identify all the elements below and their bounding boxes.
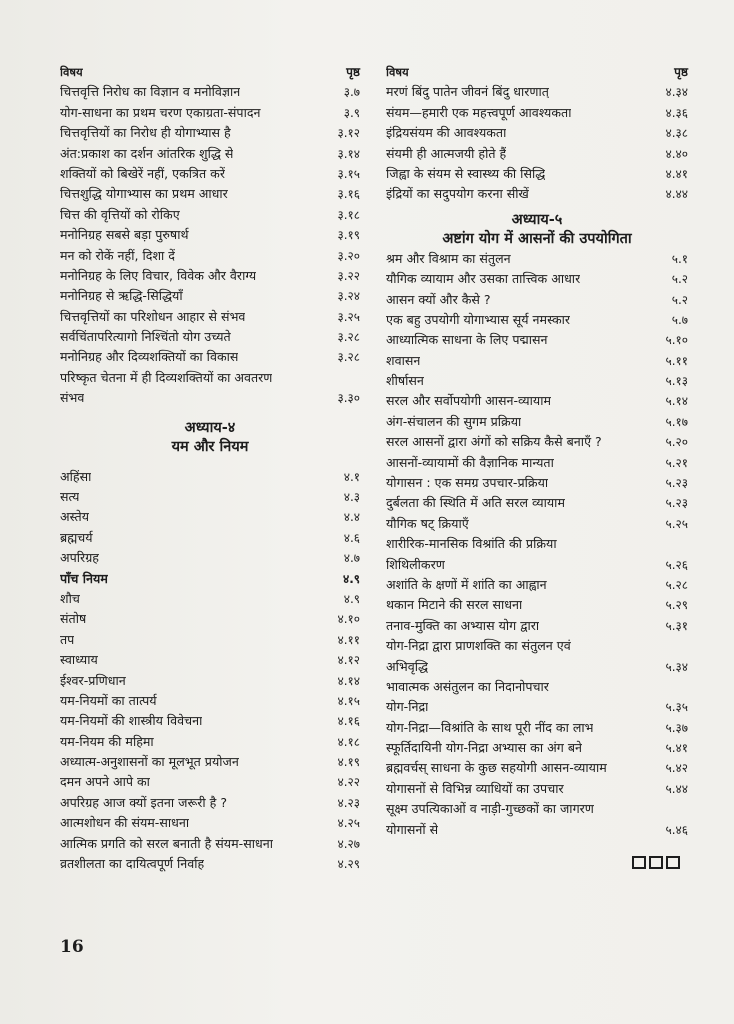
- toc-entry: [386, 412, 688, 432]
- toc-entry-title: मनोनिग्रह सबसे बड़ा पुरुषार्थ: [60, 227, 189, 243]
- toc-entry: [60, 813, 360, 833]
- toc-entry-title: मनोनिग्रह के लिए विचार, विवेक और वैराग्य: [60, 267, 257, 283]
- toc-entry-page: ४.११: [337, 632, 360, 647]
- toc-entry-page: ३.१६: [337, 187, 360, 202]
- toc-entry-title: तनाव-मुक्ति का अभ्यास योग द्वारा: [386, 617, 540, 633]
- toc-entry-page: ५.४२: [665, 761, 688, 776]
- toc-entry-page: ५.११: [665, 353, 688, 368]
- toc-entry-wrap: योग-निद्रा द्वारा प्राणशक्ति का संतुलन एवं: [386, 638, 571, 654]
- toc-list-yam: [60, 467, 360, 569]
- toc-entry-wrap: परिष्कृत चेतना में ही दिव्यशक्तियों का अवतरण: [60, 369, 273, 385]
- subject-header: विषय: [60, 64, 83, 79]
- toc-entry-title: स्फूर्तिदायिनी योग-निद्रा अभ्यास का अंग बने: [386, 740, 582, 756]
- toc-entry-wrap: सूक्ष्म उपत्यिकाओं व नाड़ी-गुच्छकों का जागरण: [386, 801, 594, 817]
- toc-entry: [60, 347, 360, 367]
- toc-entry-page: ५.२: [671, 272, 688, 287]
- toc-entry-wrap: भावात्मक असंतुलन का निदानोपचार: [386, 678, 549, 694]
- toc-entry-title: श्रम और विश्राम का संतुलन: [386, 250, 511, 266]
- toc-entry: [60, 589, 360, 609]
- toc-entry-title: मनोनिग्रह और दिव्यशक्तियों का विकास: [60, 349, 239, 365]
- toc-list-chapter4-cont: [386, 82, 688, 204]
- toc-entry-title: मनोनिग्रह से ऋद्धि-सिद्धियाँ: [60, 288, 183, 304]
- toc-entry-title: दुर्बलता की स्थिति में अति सरल व्यायाम: [386, 495, 565, 511]
- toc-entry-title: ब्रह्मचर्य: [60, 529, 93, 545]
- end-of-section-mark-icon: [632, 856, 680, 869]
- toc-entry-page: ५.४४: [665, 781, 688, 796]
- toc-entry-page: ४.१९: [337, 755, 360, 770]
- toc-entry-title: चित्तवृत्तियों का निरोध ही योगाभ्यास है: [60, 125, 231, 141]
- toc-entry: [386, 103, 688, 123]
- toc-entry-title: संयम—हमारी एक महत्त्वपूर्ण आवश्यकता: [386, 104, 572, 120]
- toc-entry-title: यम-नियमों की शास्त्रीय विवेचना: [60, 713, 203, 729]
- toc-entry-wrap-cont: योग-निद्रा ५.३५: [386, 699, 688, 715]
- toc-entry-page: ३.१२: [337, 126, 360, 141]
- toc-list-chapter5-c: [386, 718, 688, 800]
- toc-entry: [60, 467, 360, 487]
- toc-entry-page: ५.२३: [665, 496, 688, 511]
- toc-left-column: [60, 62, 360, 874]
- toc-entry-title: सरल और सर्वोपयोगी आसन-व्यायाम: [386, 393, 551, 409]
- toc-entry-page: ३.९: [343, 105, 360, 120]
- toc-entry-title: योगासनों से विभिन्न व्याधियों का उपचार: [386, 780, 564, 796]
- toc-entry-page: ४.६: [343, 530, 360, 545]
- chapter4-title: यम और नियम: [171, 438, 249, 455]
- toc-entry: [60, 286, 360, 306]
- toc-entry-title: व्रतशीलता का दायित्वपूर्ण निर्वाह: [60, 856, 205, 872]
- toc-entry-page: ४.४०: [665, 146, 688, 161]
- toc-entry-title: तप: [60, 631, 75, 647]
- toc-entry-title: योगासन : एक समग्र उपचार-प्रक्रिया: [386, 475, 549, 491]
- toc-entry-wrap-cont: अभिवृद्धि ५.३४: [386, 658, 688, 674]
- toc-entry: [386, 453, 688, 473]
- toc-entry: [386, 371, 688, 391]
- toc-entry-page: ५.२: [671, 292, 688, 307]
- toc-entry-page: ५.२१: [665, 455, 688, 470]
- toc-entry: [60, 225, 360, 245]
- toc-entry-page: ४.९: [343, 591, 360, 606]
- toc-entry: [60, 123, 360, 143]
- toc-entry-page: ४.२२: [337, 775, 360, 790]
- chapter4-heading: [60, 419, 360, 457]
- toc-entry: [386, 432, 688, 452]
- toc-entry: [60, 487, 360, 507]
- toc-entry-page: ५.२९: [665, 598, 688, 613]
- toc-entry-page: ४.७: [343, 551, 360, 566]
- chapter4-number: अध्याय-४: [184, 419, 236, 436]
- toc-entry-title: आसनों-व्यायामों की वैज्ञानिक मान्यता: [386, 454, 554, 470]
- toc-entry: [60, 327, 360, 347]
- toc-entry-page: ३.१८: [337, 207, 360, 222]
- toc-entry-page: ४.१४: [337, 673, 360, 688]
- toc-right-column: [386, 62, 688, 840]
- toc-entry-page: ५.१४: [665, 394, 688, 409]
- toc-list-chapter3: [60, 82, 360, 367]
- toc-entry-title: दमन अपने आपे का: [60, 774, 150, 790]
- toc-entry-page: ४.१०: [337, 612, 360, 627]
- toc-entry: [386, 595, 688, 615]
- toc-entry-title: यौगिक व्यायाम और उसका तात्त्विक आधार: [386, 271, 581, 287]
- toc-entry-title: संतोष: [60, 611, 87, 627]
- toc-entry-page: ४.२९: [337, 857, 360, 872]
- toc-entry: [386, 616, 688, 636]
- toc-entry: [60, 164, 360, 184]
- toc-entry-title: यम-नियमों का तात्पर्य: [60, 692, 157, 708]
- toc-entry-title: चित्तशुद्धि योगाभ्यास का प्रथम आधार: [60, 186, 228, 202]
- toc-header-right: [386, 62, 688, 82]
- toc-entry-page: ५.३१: [665, 618, 688, 633]
- page-header-right: पृष्ठ: [674, 64, 688, 79]
- toc-entry: [60, 773, 360, 793]
- toc-header: [60, 62, 360, 82]
- toc-entry: [60, 630, 360, 650]
- toc-entry-title: सर्वचिंतापरित्यागो निश्चिंतो योग उच्यते: [60, 329, 231, 345]
- toc-entry: [386, 738, 688, 758]
- toc-entry: [60, 184, 360, 204]
- toc-entry-title: अंत:प्रकाश का दर्शन आंतरिक शुद्धि से: [60, 145, 234, 161]
- toc-entry-page: ४.३८: [665, 126, 688, 141]
- toc-entry-page: ३.१५: [337, 166, 360, 181]
- toc-entry: [60, 205, 360, 225]
- toc-list-niyam: [60, 589, 360, 874]
- toc-entry-title: ब्रह्मवर्चस् साधना के कुछ सहयोगी आसन-व्यायाम: [386, 760, 607, 776]
- toc-entry-title: अस्तेय: [60, 509, 90, 525]
- toc-entry-title: स्वाध्याय: [60, 652, 98, 668]
- toc-entry-page: ३.२०: [337, 248, 360, 263]
- toc-entry: [386, 779, 688, 799]
- toc-entry-title: आत्मिक प्रगति को सरल बनाती है संयम-साधना: [60, 835, 273, 851]
- toc-entry-title: थकान मिटाने की सरल साधना: [386, 597, 523, 613]
- subject-header-right: विषय: [386, 64, 409, 79]
- toc-entry-page: ५.१: [671, 251, 688, 266]
- toc-entry-page: ४.२५: [337, 816, 360, 831]
- toc-entry: [60, 854, 360, 874]
- toc-entry: [60, 528, 360, 548]
- toc-entry-page: ४.२७: [337, 836, 360, 851]
- toc-entry: [386, 184, 688, 204]
- toc-entry: [60, 266, 360, 286]
- toc-entry: [386, 575, 688, 595]
- toc-entry-title: यम-नियम की महिमा: [60, 733, 154, 749]
- toc-entry-page: ३.२५: [337, 309, 360, 324]
- toc-entry: [386, 82, 688, 102]
- toc-entry-wrap-cont: योगासनों से ५.४६: [386, 821, 688, 837]
- toc-entry: [386, 493, 688, 513]
- toc-entry-title: आत्मशोधन की संयम-साधना: [60, 815, 190, 831]
- toc-entry-title: अपरिग्रह: [60, 550, 99, 566]
- toc-entry: [386, 164, 688, 184]
- toc-entry-title: चित्तवृत्ति निरोध का विज्ञान व मनोविज्ञान: [60, 84, 241, 100]
- toc-entry: [60, 548, 360, 568]
- toc-entry-page: ५.२५: [665, 516, 688, 531]
- toc-entry-page: ४.३: [343, 490, 360, 505]
- toc-entry: [386, 249, 688, 269]
- toc-entry-page: ४.३६: [665, 105, 688, 120]
- toc-entry: [60, 752, 360, 772]
- toc-entry-title: यौगिक षट् क्रियाएँ: [386, 515, 469, 531]
- toc-entry: [60, 711, 360, 731]
- toc-entry-title: सत्य: [60, 489, 80, 505]
- toc-entry-title: योग-साधना का प्रथम चरण एकाग्रता-संपादन: [60, 104, 261, 120]
- toc-entry-page: ३.२२: [337, 268, 360, 283]
- toc-entry-page: ३.२४: [337, 289, 360, 304]
- toc-entry: [60, 671, 360, 691]
- toc-entry: [386, 473, 688, 493]
- toc-entry: [60, 609, 360, 629]
- toc-entry-page: ४.१: [343, 469, 360, 484]
- toc-entry-page: ४.१८: [337, 734, 360, 749]
- toc-entry-title: अंग-संचालन की सुगम प्रक्रिया: [386, 413, 522, 429]
- toc-entry: [386, 330, 688, 350]
- toc-entry-title: अध्यात्म-अनुशासनों का मूलभूत प्रयोजन: [60, 754, 239, 770]
- toc-entry: [60, 82, 360, 102]
- toc-entry-title: शीर्षासन: [386, 373, 424, 389]
- chapter5-heading: [386, 211, 688, 249]
- toc-entry: [60, 307, 360, 327]
- toc-entry: [386, 351, 688, 371]
- toc-entry-page: ५.२८: [665, 577, 688, 592]
- toc-entry-page: ४.४४: [665, 187, 688, 202]
- toc-entry-title: आध्यात्मिक साधना के लिए पद्मासन: [386, 332, 548, 348]
- chapter5-title: अष्टांग योग में आसनों की उपयोगिता: [442, 230, 632, 247]
- toc-entry-page: ५.३७: [665, 720, 688, 735]
- toc-entry-page: ५.२३: [665, 476, 688, 491]
- toc-entry-page: ३.७: [343, 85, 360, 100]
- toc-entry-title: आसन क्यों और कैसे ?: [386, 291, 491, 307]
- toc-entry-wrap-cont: संभव ३.३०: [60, 390, 360, 406]
- toc-entry-page: ४.४१: [665, 166, 688, 181]
- toc-entry-title: मन को रोकें नहीं, दिशा दें: [60, 247, 175, 263]
- toc-entry-page: ४.१५: [337, 693, 360, 708]
- five-niyam-heading: पाँच नियम ४.९: [60, 570, 360, 586]
- toc-entry-title: शवासन: [386, 352, 421, 368]
- toc-entry-title: जिह्वा के संयम से स्वास्थ्य की सिद्धि: [386, 165, 546, 181]
- toc-entry: [60, 691, 360, 711]
- toc-entry-page: ५.४१: [665, 741, 688, 756]
- chapter5-number: अध्याय-५: [511, 211, 563, 228]
- toc-entry-title: मरणं बिंदु पातेन जीवनं बिंदु धारणात्: [386, 84, 549, 100]
- toc-entry-title: सरल आसनों द्वारा अंगों को सक्रिय कैसे बनाएँ ?: [386, 434, 602, 450]
- toc-entry-title: अशांति के क्षणों में शांति का आह्वान: [386, 576, 547, 592]
- toc-entry-title: शक्तियों को बिखेरें नहीं, एकत्रित करें: [60, 165, 225, 181]
- toc-list-chapter5-b: [386, 575, 688, 636]
- toc-entry: [386, 290, 688, 310]
- toc-entry-page: ५.१३: [665, 374, 688, 389]
- toc-entry: [60, 103, 360, 123]
- toc-entry-page: ४.१२: [337, 653, 360, 668]
- toc-entry-title: एक बहु उपयोगी योगाभ्यास सूर्य नमस्कार: [386, 311, 571, 327]
- toc-entry-page: ३.१९: [337, 228, 360, 243]
- toc-entry: [386, 514, 688, 534]
- toc-entry-page: ३.२८: [337, 330, 360, 345]
- page-number: 16: [60, 937, 84, 957]
- toc-entry-title: योग-निद्रा—विश्रांति के साथ पूरी नींद का लाभ: [386, 719, 594, 735]
- toc-entry-page: ४.२३: [337, 795, 360, 810]
- toc-entry-title: ईश्वर-प्रणिधान: [60, 672, 126, 688]
- toc-entry: [60, 650, 360, 670]
- toc-entry-page: ४.४: [343, 510, 360, 525]
- toc-list-chapter5: [386, 249, 688, 534]
- toc-entry-title: शौच: [60, 590, 80, 606]
- toc-entry-wrap: शारीरिक-मानसिक विश्रांति की प्रक्रिया: [386, 536, 557, 552]
- toc-entry-title: इंद्रियसंयम की आवश्यकता: [386, 125, 507, 141]
- toc-entry: [60, 793, 360, 813]
- toc-entry: [386, 144, 688, 164]
- toc-entry-page: ५.१०: [665, 333, 688, 348]
- toc-entry-title: अपरिग्रह आज क्यों इतना जरूरी है ?: [60, 794, 228, 810]
- toc-entry-wrap-cont: शिथिलीकरण ५.२६: [386, 556, 688, 572]
- toc-entry: [60, 732, 360, 752]
- toc-entry: [60, 834, 360, 854]
- toc-entry-title: चित्त की वृत्तियों को रोकिए: [60, 206, 180, 222]
- toc-entry: [60, 246, 360, 266]
- toc-entry: [386, 718, 688, 738]
- toc-entry: [386, 269, 688, 289]
- toc-entry-page: ४.१६: [337, 714, 360, 729]
- toc-entry-page: ३.१४: [337, 146, 360, 161]
- toc-entry-page: ५.२०: [665, 435, 688, 450]
- toc-entry: [386, 310, 688, 330]
- toc-entry: [60, 144, 360, 164]
- toc-entry-title: संयमी ही आत्मजयी होते हैं: [386, 145, 507, 161]
- toc-entry-page: ५.७: [671, 312, 688, 327]
- toc-entry-page: ४.३४: [665, 85, 688, 100]
- toc-entry-title: अहिंसा: [60, 468, 92, 484]
- toc-entry-page: ५.१७: [665, 414, 688, 429]
- toc-entry-title: चित्तवृत्तियों का परिशोधन आहार से संभव: [60, 308, 246, 324]
- toc-entry-title: इंद्रियों का सदुपयोग करना सीखें: [386, 186, 529, 202]
- toc-entry: [386, 123, 688, 143]
- toc-entry-page: ३.२८: [337, 350, 360, 365]
- toc-entry: [386, 759, 688, 779]
- toc-entry: [386, 391, 688, 411]
- toc-entry: [60, 507, 360, 527]
- page-header: पृष्ठ: [346, 64, 360, 79]
